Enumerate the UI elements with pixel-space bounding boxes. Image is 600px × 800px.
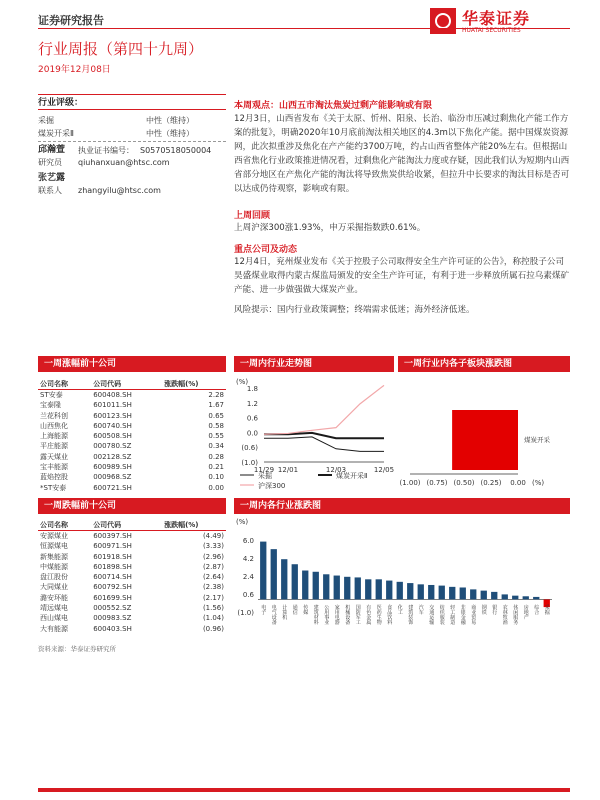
losers-cell: 600714.SH (93, 573, 132, 582)
trend-chart (234, 374, 398, 496)
sub-chart (398, 374, 570, 496)
analyst-1-name: 邱瀚萱 (38, 145, 66, 155)
ind-bar (397, 582, 403, 600)
gainers-cell: 600989.SH (93, 463, 132, 472)
losers-cell: (2.38) (202, 583, 224, 592)
losers-cell: (2.17) (202, 593, 224, 602)
losers-cell: 601898.SH (93, 562, 132, 571)
ind-x-tick: 机械设备 (344, 604, 351, 625)
ind-bar (281, 559, 287, 599)
ind-bar (355, 577, 361, 599)
ind-bar (271, 549, 277, 599)
losers-cell: 安源煤业 (40, 532, 68, 540)
losers-cell: 600792.SH (93, 583, 132, 592)
ind-bar (386, 581, 392, 600)
losers-cell: 600971.SH (93, 542, 132, 551)
ind-x-tick: 综合 (533, 604, 540, 615)
review-text: 上周沪深300涨1.93%，申万采掘指数跌0.61%。 (234, 223, 426, 233)
gainers-cell: 000968.SZ (93, 473, 132, 482)
analyst-1-role: 研究员 (38, 158, 62, 167)
ind-bar (481, 591, 487, 600)
ind-bar (323, 574, 329, 599)
ind-x-tick: 银行 (491, 604, 498, 615)
gainers-row (38, 390, 226, 401)
rating-value-2: 中性（维持） (146, 129, 194, 138)
gainers-heading: 一周涨幅前十公司 (38, 356, 226, 372)
ind-y-tick: 2.4 (242, 573, 254, 581)
ind-x-tick: 轻工制造 (449, 604, 456, 625)
gainers-cell: 600123.SH (93, 411, 132, 420)
losers-cell: (2.96) (202, 552, 224, 561)
gainers-cell: 0.28 (208, 452, 224, 461)
trend-y-tick: 1.8 (246, 385, 258, 393)
ind-bar (407, 583, 413, 599)
gainers-cell: 兰花科创 (40, 411, 68, 420)
losers-row (38, 572, 226, 582)
losers-cell: 600403.SH (93, 624, 132, 633)
losers-cell: (1.04) (202, 614, 224, 623)
gainers-table-wrap (38, 378, 226, 493)
ind-bar (418, 584, 424, 599)
rating-name-1: 采掘 (38, 116, 54, 125)
ind-bar (428, 585, 434, 599)
losers-row (38, 613, 226, 623)
gainers-row (38, 452, 226, 462)
trend-x-tick: 12/05 (373, 466, 395, 474)
gainers-cell: 600408.SH (93, 391, 132, 399)
ind-y-unit: (%) (236, 518, 249, 526)
trend-x-tick: 12/01 (277, 466, 299, 474)
losers-row (38, 624, 226, 634)
losers-heading: 一周跌幅前十公司 (38, 498, 226, 514)
losers-cell: 大有能源 (40, 624, 68, 633)
ind-y-tick: 6.0 (242, 537, 254, 545)
ind-x-tick: 化工 (396, 604, 403, 615)
ind-x-tick: 医药生物 (375, 604, 382, 625)
losers-table-wrap (38, 519, 226, 634)
ind-bar (460, 587, 466, 599)
ind-x-tick: 家用电器 (333, 604, 340, 625)
gainers-cell: 宝丰能源 (40, 463, 68, 472)
ind-bar (344, 577, 350, 600)
rating-name-2: 煤炭开采Ⅱ (38, 129, 74, 138)
trend-y-tick: 1.2 (246, 399, 258, 408)
document-type: 证券研究报告 (38, 14, 104, 27)
gainers-cell: 601011.SH (93, 401, 132, 410)
gainers-row (38, 462, 226, 472)
sub-bar-label: 煤炭开采 (524, 436, 550, 444)
losers-col-name: 公司名称 (38, 519, 91, 531)
losers-row (38, 531, 226, 542)
source-note: 资料来源：华泰证券研究所 (38, 645, 116, 653)
ind-x-tick: 电气设备 (270, 604, 277, 625)
losers-row (38, 541, 226, 551)
report-title: 行业周报（第四十九周） (38, 40, 204, 58)
sub-x-tick: (0.50) (453, 479, 475, 487)
losers-row (38, 582, 226, 592)
trend-x-tick: 12/03 (325, 466, 347, 474)
ind-y-tick: (1.0) (237, 609, 254, 617)
gainers-col-name: 公司名称 (38, 378, 91, 390)
gainers-cell: 宝泰隆 (40, 401, 61, 410)
trend-heading: 一周内行业走势图 (234, 356, 394, 372)
gainers-cell: 蓝焰控股 (40, 473, 68, 482)
ind-bar (376, 579, 382, 599)
huatai-logo (430, 4, 570, 38)
trend-y-tick: (0.6) (241, 444, 258, 453)
trend-legend-label: 煤炭开采Ⅱ (336, 472, 368, 480)
ind-x-tick: 休闲服务 (512, 604, 519, 625)
ind-x-tick: 房地产 (522, 604, 529, 620)
gainers-row (38, 483, 226, 493)
report-date: 2019年12月08日 (38, 65, 111, 75)
gainers-cell: 0.34 (208, 442, 224, 451)
gainers-row (38, 441, 226, 451)
ind-bar (491, 592, 497, 600)
rating-heading: 行业评级： (38, 94, 226, 110)
sub-bar (452, 410, 518, 470)
rating-value-1: 中性（维持） (146, 116, 194, 125)
losers-cell: 601918.SH (93, 552, 132, 561)
losers-cell: 000983.SZ (93, 614, 132, 623)
sub-x-unit: (%) (532, 479, 545, 487)
gainers-row (38, 411, 226, 421)
ind-bar (533, 597, 539, 600)
losers-cell: 大同煤业 (40, 583, 68, 592)
analyst-1-email[interactable]: qiuhanxuan@htsc.com (78, 158, 170, 167)
sub-x-tick: 0.00 (510, 479, 526, 487)
losers-row (38, 552, 226, 562)
losers-cell: 盘江股份 (40, 573, 68, 582)
losers-table (38, 519, 226, 634)
losers-cell: (1.56) (202, 604, 224, 613)
losers-cell: 新集能源 (40, 552, 68, 561)
ind-bar (365, 579, 371, 599)
review-heading: 上周回顾 (234, 211, 271, 221)
gainers-row (38, 421, 226, 431)
losers-row (38, 603, 226, 613)
gainers-cell: 600740.SH (93, 421, 132, 430)
trend-y-tick: 0.0 (246, 429, 258, 438)
losers-cell: (2.87) (202, 562, 224, 571)
gainers-cell: 0.65 (208, 411, 224, 420)
ind-x-tick: 非银金融 (459, 604, 466, 625)
trend-y-tick: (1.0) (241, 459, 258, 467)
ind-x-tick: 计算机 (281, 604, 288, 620)
gainers-cell: 600721.SH (93, 483, 132, 492)
losers-cell: 601699.SH (93, 593, 132, 602)
sub-x-tick: (0.75) (426, 479, 448, 487)
sub-x-tick: (1.00) (399, 479, 421, 487)
gainers-col-change: 涨跌幅(%) (162, 378, 226, 390)
view-heading: 本周观点：山西五市淘汰焦炭过剩产能影响或有限 (234, 101, 433, 111)
ind-x-tick: 公用事业 (323, 604, 330, 625)
ind-bar (313, 572, 319, 600)
losers-row (38, 593, 226, 603)
losers-cell: 西山煤电 (40, 614, 68, 623)
losers-row (38, 562, 226, 572)
gainers-cell: 0.10 (208, 473, 224, 482)
ind-bar (512, 596, 518, 600)
gainers-cell: 山西焦化 (40, 421, 68, 430)
losers-cell: (0.96) (202, 624, 224, 633)
gainers-row (38, 431, 226, 441)
logo-mark-icon (430, 8, 456, 34)
ind-x-tick: 采掘 (543, 604, 550, 615)
gainers-cell: 0.00 (208, 483, 224, 492)
gainers-cell: 1.67 (208, 401, 224, 410)
trend-legend-label: 采掘 (258, 472, 272, 480)
gainers-cell: 上海能源 (40, 432, 68, 441)
news-heading: 重点公司及动态 (234, 245, 298, 255)
ind-x-tick: 食品饮料 (386, 604, 393, 625)
ind-x-tick: 建筑装饰 (407, 604, 414, 625)
ind-bar (523, 596, 529, 599)
ind-bar (502, 594, 508, 599)
logo-text-cn: 华泰证券 (462, 9, 531, 28)
losers-cell: 靖远煤电 (40, 604, 68, 613)
rating-divider (38, 141, 226, 142)
ind-bar (260, 542, 266, 600)
losers-cell: (4.49) (202, 532, 224, 540)
news-text: 12月4日，兖州煤业发布《关于控股子公司取得安全生产许可证的公告》，称控股子公司昊盛煤业取得内蒙古煤监局颁发的安全生产许可证，有利于进一步释放所属石拉乌素煤矿产能、进一步做强做大煤炭产业。 (234, 257, 570, 295)
gainers-cell: 600508.SH (93, 432, 132, 441)
gainers-table (38, 378, 226, 493)
sub-heading: 一周行业内各子板块涨跌图 (398, 356, 570, 372)
ind-x-tick: 建筑材料 (312, 604, 319, 625)
trend-x-tick: 11/29 (253, 466, 275, 474)
losers-col-code: 公司代码 (91, 519, 162, 531)
analyst-1-cert-label: 执业证书编号： (78, 146, 134, 155)
ind-y-tick: 0.6 (242, 591, 254, 599)
gainers-cell: 平庄能源 (40, 442, 68, 451)
header-rule (38, 28, 570, 29)
losers-cell: (3.33) (202, 542, 224, 551)
ind-x-tick: 有色金属 (365, 604, 372, 625)
gainers-cell: ST安泰 (40, 391, 63, 399)
losers-cell: (2.64) (202, 573, 224, 582)
gainers-cell: 2.28 (208, 391, 224, 399)
ind-x-tick: 汽车 (417, 604, 424, 615)
analyst-2-name: 张艺露 (38, 173, 66, 183)
ind-x-tick: 商业贸易 (470, 604, 477, 625)
logo-text-en: HUATAI SECURITIES (462, 27, 521, 34)
losers-cell: 600397.SH (93, 532, 132, 540)
industry-heading: 一周内各行业涨跌图 (234, 498, 570, 514)
ind-x-tick: 农林牧渔 (501, 604, 508, 625)
ind-bar (470, 589, 476, 599)
gainers-cell: 000780.SZ (93, 442, 132, 451)
losers-cell: 恒源煤电 (40, 542, 68, 551)
trend-legend-label: 沪深300 (258, 482, 286, 490)
losers-cell: 000552.SZ (93, 604, 132, 613)
analyst-2-email[interactable]: zhangyilu@htsc.com (78, 186, 161, 195)
footer-rule (38, 788, 570, 792)
losers-cell: 中煤能源 (40, 562, 68, 571)
ind-x-tick: 交通运输 (428, 604, 435, 625)
sub-x-tick: (0.25) (480, 479, 502, 487)
view-text: 12月3日，山西省发布《关于太原、忻州、阳泉、长治、临汾市压减过剩焦化产能工作方案的批复》，明确2020年10月底前淘汰相关地区的4.3m以下焦化产能。据中国煤炭资源网，此次拟重涉及焦化在产产能约3700万吨，约占山西省整体产能20%左右。但根据山西省焦化行业政策推进情况看，过剩焦化产能淘汰力度或存疑，因此我们认为短期内山西省部分地区在产焦化产能的淘汰将导致焦炭供给收紧，但拉升中长要求的淘汰目标是否可以达成仍待观察，影响或有限。 (234, 114, 570, 194)
gainers-col-code: 公司代码 (91, 378, 162, 390)
ind-x-tick: 通信 (291, 604, 298, 615)
ind-bar (439, 586, 445, 600)
trend-y-tick: 0.6 (246, 414, 258, 423)
gainers-cell: 0.58 (208, 421, 224, 430)
ind-bar (292, 564, 298, 599)
ind-x-tick: 电子 (260, 604, 267, 615)
ind-bar (334, 576, 340, 600)
ind-x-tick: 国防军工 (354, 604, 361, 625)
gainers-cell: 露天煤业 (40, 452, 68, 461)
losers-col-change: 涨跌幅(%) (162, 519, 226, 531)
ind-bar (302, 571, 308, 600)
gainers-row (38, 472, 226, 482)
ind-y-tick: 4.2 (242, 555, 254, 563)
risk-text: 风险提示：国内行业政策调整；终端需求低迷；海外经济低迷。 (234, 305, 475, 315)
trend-series-line (264, 385, 384, 434)
ind-x-tick: 传媒 (302, 604, 309, 615)
gainers-cell: *ST安泰 (40, 483, 67, 492)
gainers-cell: 002128.SZ (93, 452, 132, 461)
gainers-cell: 0.21 (208, 463, 224, 472)
gainers-cell: 0.55 (208, 432, 224, 441)
ind-x-tick: 纺织服装 (438, 604, 445, 625)
losers-cell: 潞安环能 (40, 593, 68, 602)
gainers-row (38, 400, 226, 410)
analyst-2-role: 联系人 (38, 186, 62, 195)
analyst-1-cert: S0570518050004 (140, 146, 212, 155)
trend-y-unit: (%) (236, 378, 249, 386)
industry-chart (234, 516, 570, 656)
ind-x-tick: 钢铁 (480, 604, 487, 615)
ind-bar (449, 587, 455, 600)
